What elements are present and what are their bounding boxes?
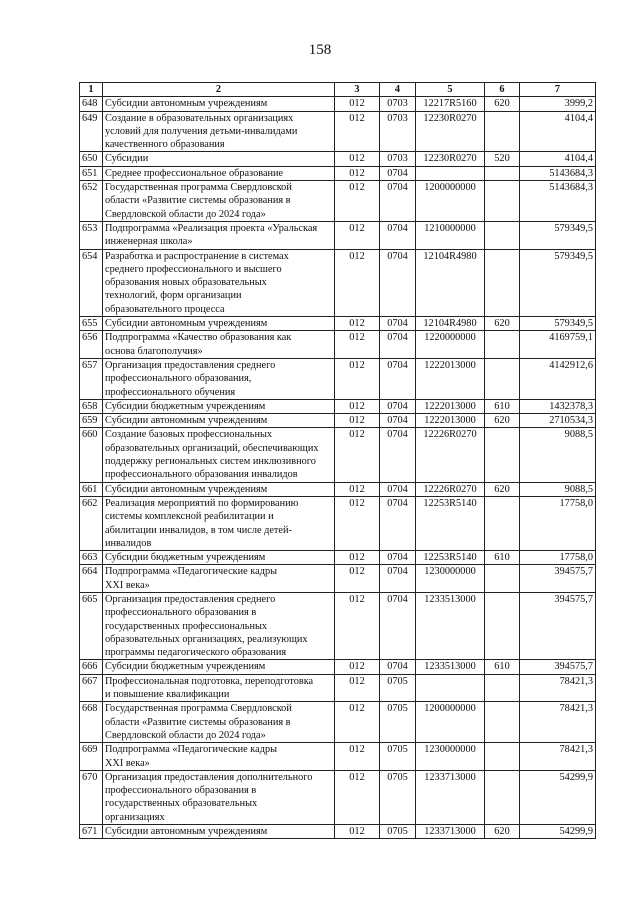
expense-type-code [485,331,520,359]
ministry-code: 012 [335,331,380,359]
target-article-code: 12253R5140 [416,496,485,550]
table-row [80,702,596,743]
row-number: 654 [80,249,103,316]
row-number: 660 [80,428,103,482]
row-number: 662 [80,496,103,550]
item-name: Реализация мероприятий по формированию системы комплексной реабилитации и абилитации инвалидов, в том числе детей- инвалидов [103,496,335,550]
ministry-code: 012 [335,221,380,249]
item-name: Создание базовых профессиональных образовательных организаций, обеспечивающих поддержку региональных систем инклюзивного профессионального образования инвалидов [103,428,335,482]
target-article-code [416,674,485,702]
amount: 4104,4 [520,111,596,152]
amount: 394575,7 [520,565,596,593]
target-article-code: 1210000000 [416,221,485,249]
column-header-6: 6 [485,83,520,97]
table-row [80,743,596,771]
item-name: Субсидии бюджетным учреждениям [103,660,335,674]
section-code: 0704 [380,331,416,359]
target-article-code: 12230R0270 [416,152,485,166]
table-row [80,496,596,550]
ministry-code: 012 [335,97,380,111]
amount: 579349,5 [520,221,596,249]
ministry-code: 012 [335,414,380,428]
row-number: 664 [80,565,103,593]
item-name: Подпрограмма «Педагогические кадры XXI века» [103,565,335,593]
ministry-code: 012 [335,482,380,496]
row-number: 653 [80,221,103,249]
item-name: Подпрограмма «Педагогические кадры XXI века» [103,743,335,771]
column-header-7: 7 [520,83,596,97]
table-row [80,674,596,702]
target-article-code: 1233713000 [416,825,485,839]
row-number: 665 [80,592,103,659]
budget-table [79,82,596,839]
row-number: 648 [80,97,103,111]
section-code: 0704 [380,399,416,413]
table-row [80,317,596,331]
row-number: 661 [80,482,103,496]
item-name: Профессиональная подготовка, переподготовка и повышение квалификации [103,674,335,702]
table-body [80,97,596,839]
ministry-code: 012 [335,249,380,316]
target-article-code: 1233713000 [416,770,485,824]
table-row [80,399,596,413]
item-name: Государственная программа Свердловской области «Развитие системы образования в Свердловской области до 2024 года» [103,181,335,222]
amount: 78421,3 [520,702,596,743]
target-article-code: 1200000000 [416,702,485,743]
target-article-code: 12217R5160 [416,97,485,111]
table-row [80,482,596,496]
section-code: 0704 [380,317,416,331]
table-row [80,770,596,824]
expense-type-code: 610 [485,660,520,674]
section-code: 0704 [380,428,416,482]
table-row [80,592,596,659]
amount: 2710534,3 [520,414,596,428]
ministry-code: 012 [335,181,380,222]
amount: 78421,3 [520,743,596,771]
target-article-code: 1233513000 [416,592,485,659]
amount: 54299,9 [520,825,596,839]
target-article-code: 12253R5140 [416,551,485,565]
ministry-code: 012 [335,660,380,674]
target-article-code: 1220000000 [416,331,485,359]
row-number: 652 [80,181,103,222]
ministry-code: 012 [335,770,380,824]
expense-type-code: 620 [485,414,520,428]
ministry-code: 012 [335,674,380,702]
row-number: 657 [80,358,103,399]
table-row [80,414,596,428]
column-header-3: 3 [335,83,380,97]
amount: 17758,0 [520,496,596,550]
ministry-code: 012 [335,166,380,180]
table-row [80,249,596,316]
target-article-code: 12226R0270 [416,482,485,496]
target-article-code: 1222013000 [416,358,485,399]
amount: 579349,5 [520,249,596,316]
column-header-4: 4 [380,83,416,97]
section-code: 0704 [380,496,416,550]
amount: 5143684,3 [520,181,596,222]
column-header-5: 5 [416,83,485,97]
ministry-code: 012 [335,592,380,659]
row-number: 669 [80,743,103,771]
expense-type-code [485,496,520,550]
expense-type-code: 520 [485,152,520,166]
row-number: 663 [80,551,103,565]
amount: 4142912,6 [520,358,596,399]
expense-type-code: 620 [485,825,520,839]
item-name: Субсидии автономным учреждениям [103,97,335,111]
target-article-code: 12226R0270 [416,428,485,482]
section-code: 0704 [380,414,416,428]
amount: 4104,4 [520,152,596,166]
amount: 3999,2 [520,97,596,111]
section-code: 0703 [380,152,416,166]
table-row [80,111,596,152]
target-article-code: 1230000000 [416,743,485,771]
amount: 1432378,3 [520,399,596,413]
amount: 9088,5 [520,482,596,496]
amount: 4169759,1 [520,331,596,359]
expense-type-code [485,358,520,399]
table-row [80,428,596,482]
row-number: 668 [80,702,103,743]
section-code: 0703 [380,111,416,152]
expense-type-code: 610 [485,551,520,565]
ministry-code: 012 [335,565,380,593]
expense-type-code [485,565,520,593]
section-code: 0704 [380,221,416,249]
amount: 78421,3 [520,674,596,702]
ministry-code: 012 [335,825,380,839]
section-code: 0705 [380,770,416,824]
row-number: 671 [80,825,103,839]
expense-type-code [485,674,520,702]
amount: 579349,5 [520,317,596,331]
ministry-code: 012 [335,551,380,565]
section-code: 0705 [380,825,416,839]
section-code: 0704 [380,592,416,659]
amount: 54299,9 [520,770,596,824]
expense-type-code [485,702,520,743]
target-article-code [416,166,485,180]
table-row [80,825,596,839]
item-name: Субсидии бюджетным учреждениям [103,399,335,413]
expense-type-code [485,770,520,824]
table-row [80,181,596,222]
column-header-1: 1 [80,83,103,97]
table-row [80,565,596,593]
expense-type-code: 620 [485,482,520,496]
target-article-code: 1233513000 [416,660,485,674]
target-article-code: 12230R0270 [416,111,485,152]
item-name: Организация предоставления дополнительного профессионального образования в государственных образовательных организациях [103,770,335,824]
item-name: Субсидии автономным учреждениям [103,414,335,428]
ministry-code: 012 [335,399,380,413]
item-name: Организация предоставления среднего профессионального образования, профессионального обучения [103,358,335,399]
ministry-code: 012 [335,358,380,399]
row-number: 666 [80,660,103,674]
item-name: Подпрограмма «Качество образования как основа благополучия» [103,331,335,359]
table-header-row [80,83,596,97]
target-article-code: 12104R4980 [416,249,485,316]
target-article-code: 12104R4980 [416,317,485,331]
ministry-code: 012 [335,111,380,152]
item-name: Организация предоставления среднего профессионального образования в государственных профессиональных образовательных организациях, реализующих программы педагогического образования [103,592,335,659]
table-row [80,358,596,399]
table-row [80,97,596,111]
item-name: Среднее профессиональное образование [103,166,335,180]
section-code: 0704 [380,181,416,222]
section-code: 0704 [380,249,416,316]
section-code: 0705 [380,674,416,702]
row-number: 658 [80,399,103,413]
table-row [80,152,596,166]
ministry-code: 012 [335,428,380,482]
row-number: 650 [80,152,103,166]
target-article-code: 1230000000 [416,565,485,593]
section-code: 0704 [380,166,416,180]
expense-type-code [485,111,520,152]
table-row [80,551,596,565]
expense-type-code: 620 [485,97,520,111]
row-number: 655 [80,317,103,331]
target-article-code: 1200000000 [416,181,485,222]
item-name: Субсидии автономным учреждениям [103,825,335,839]
amount: 9088,5 [520,428,596,482]
row-number: 667 [80,674,103,702]
page-number: 158 [308,42,332,58]
ministry-code: 012 [335,743,380,771]
item-name: Субсидии автономным учреждениям [103,317,335,331]
target-article-code: 1222013000 [416,414,485,428]
expense-type-code: 620 [485,317,520,331]
expense-type-code [485,743,520,771]
ministry-code: 012 [335,702,380,743]
ministry-code: 012 [335,152,380,166]
expense-type-code [485,221,520,249]
row-number: 649 [80,111,103,152]
column-header-2: 2 [103,83,335,97]
ministry-code: 012 [335,317,380,331]
table-row [80,166,596,180]
item-name: Государственная программа Свердловской области «Развитие системы образования в Свердловской области до 2024 года» [103,702,335,743]
item-name: Подпрограмма «Реализация проекта «Уральская инженерная школа» [103,221,335,249]
item-name: Создание в образовательных организациях условий для получения детьми-инвалидами качественного образования [103,111,335,152]
row-number: 670 [80,770,103,824]
ministry-code: 012 [335,496,380,550]
row-number: 659 [80,414,103,428]
expense-type-code [485,428,520,482]
expense-type-code: 610 [485,399,520,413]
expense-type-code [485,592,520,659]
item-name: Субсидии [103,152,335,166]
expense-type-code [485,249,520,316]
section-code: 0704 [380,565,416,593]
section-code: 0704 [380,551,416,565]
section-code: 0704 [380,358,416,399]
table-row [80,331,596,359]
item-name: Субсидии бюджетным учреждениям [103,551,335,565]
amount: 394575,7 [520,592,596,659]
table-row [80,221,596,249]
section-code: 0703 [380,97,416,111]
amount: 394575,7 [520,660,596,674]
row-number: 651 [80,166,103,180]
amount: 5143684,3 [520,166,596,180]
row-number: 656 [80,331,103,359]
table-row [80,660,596,674]
section-code: 0704 [380,660,416,674]
section-code: 0705 [380,743,416,771]
item-name: Разработка и распространение в системах среднего профессионального и высшего образования новых образовательных технологий, форм организации образовательного процесса [103,249,335,316]
target-article-code: 1222013000 [416,399,485,413]
item-name: Субсидии автономным учреждениям [103,482,335,496]
section-code: 0705 [380,702,416,743]
expense-type-code [485,181,520,222]
section-code: 0704 [380,482,416,496]
amount: 17758,0 [520,551,596,565]
expense-type-code [485,166,520,180]
